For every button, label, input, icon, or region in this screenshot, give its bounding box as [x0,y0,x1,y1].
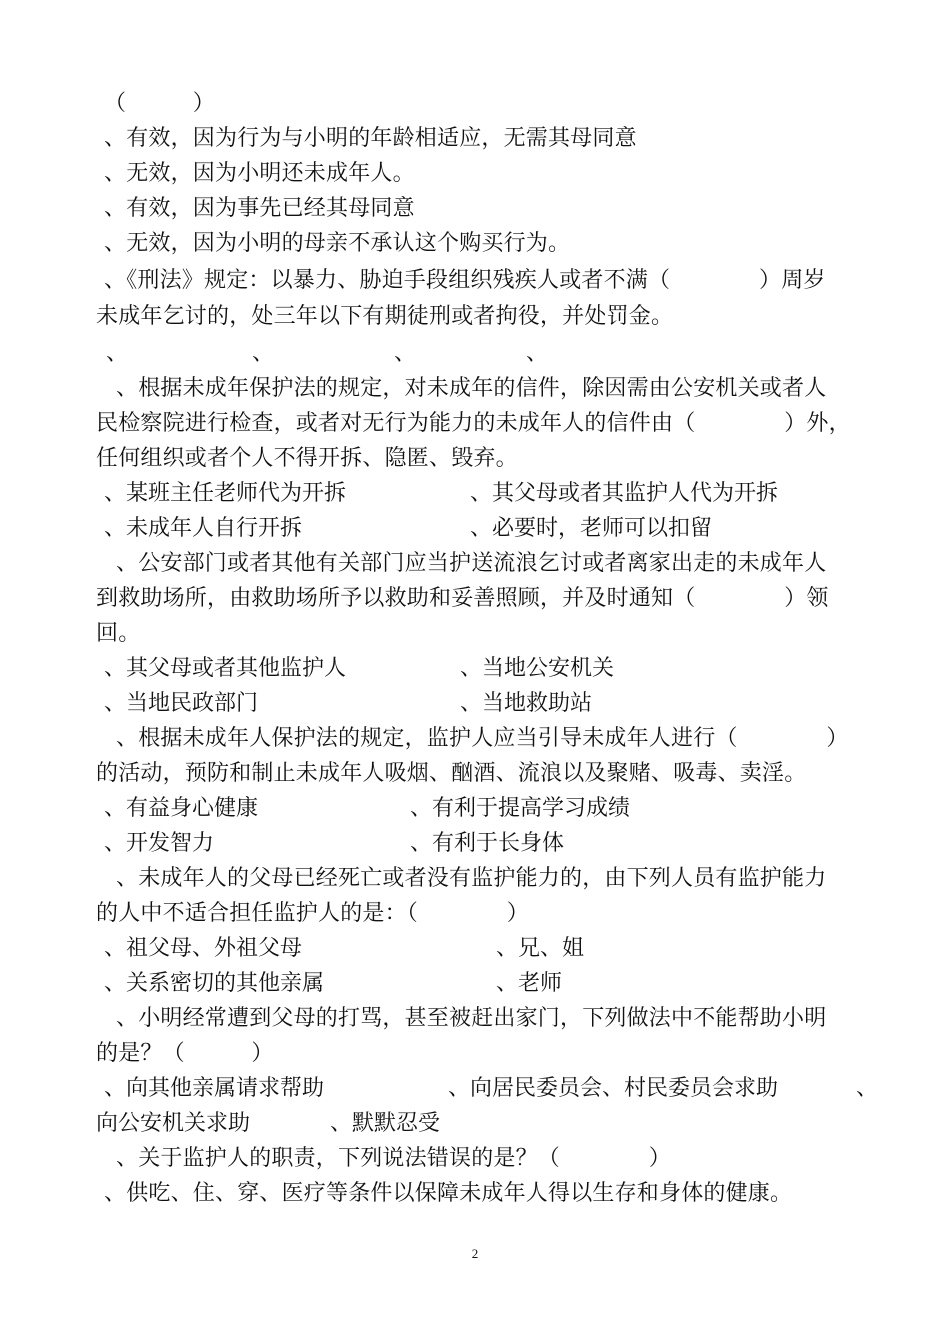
option-b: 、兄、姐 [496,936,585,961]
question-text: 、公安部门或者其他有关部门应当护送流浪乞讨或者离家出走的未成年人 [116,551,827,576]
page-number: 2 [471,1246,479,1261]
option-line: 、有效，因为行为与小明的年龄相适应，无需其母同意 [104,126,637,151]
question-text: 任何组织或者个人不得开拆、隐匿、毁弃。 [96,446,518,471]
question-text: 回。 [96,621,141,646]
option-a: 、祖父母、外祖父母 [104,936,303,961]
option-line: 、有效，因为事先已经其母同意 [104,196,415,221]
question-bracket: （ ） [104,91,216,116]
question-text: 、未成年人的父母已经死亡或者没有监护能力的，由下列人员有监护能力 [116,866,827,891]
option-c: 、关系密切的其他亲属 [104,971,325,996]
option-a: 、某班主任老师代为开拆 [104,481,347,506]
question-text: 民检察院进行检查，或者对无行为能力的未成年人的信件由（ ）外， [96,411,851,436]
blank-option-mark: 、 [526,341,549,366]
option-line: 、供吃、住、穿、医疗等条件以保障未成年人得以生存和身体的健康。 [104,1181,793,1206]
question-text: 到救助场所，由救助场所予以救助和妥善照顾，并及时通知（ ）领 [96,586,829,611]
blank-option-mark: 、 [106,341,129,366]
question-text: 、关于监护人的职责，下列说法错误的是？（ ） [116,1146,672,1171]
question-text: 未成年乞讨的，处三年以下有期徒刑或者拘役，并处罚金。 [96,304,674,329]
option-c: 向公安机关求助 [96,1111,251,1136]
option-b: 、向居民委员会、村民委员会求助 [448,1076,779,1101]
question-text: 、根据未成年人保护法的规定，监护人应当引导未成年人进行（ ） [116,726,849,751]
option-d: 、默默忍受 [330,1111,441,1136]
question-text: 、小明经常遭到父母的打骂，甚至被赶出家门，下列做法中不能帮助小明 [116,1006,827,1031]
option-line: 、无效，因为小明的母亲不承认这个购买行为。 [104,231,571,256]
option-c: 、开发智力 [104,831,215,856]
option-c-marker: 、 [856,1076,879,1101]
option-a: 、有益身心健康 [104,796,259,821]
option-d: 、当地救助站 [460,691,593,716]
question-text: 、《刑法》规定：以暴力、胁迫手段组织残疾人或者不满（ ）周岁 [104,268,826,293]
option-a: 、其父母或者其他监护人 [104,656,347,681]
option-c: 、当地民政部门 [104,691,259,716]
question-text: 的活动，预防和制止未成年人吸烟、酗酒、流浪以及聚赌、吸毒、卖淫。 [96,761,807,786]
question-text: 的人中不适合担任监护人的是：（ ） [96,901,530,926]
question-text: 、根据未成年保护法的规定，对未成年的信件，除因需由公安机关或者人 [116,376,827,401]
option-a: 、向其他亲属请求帮助 [104,1076,325,1101]
option-line: 、无效，因为小明还未成年人。 [104,161,415,186]
option-d: 、有利于长身体 [410,831,565,856]
option-d: 、必要时，老师可以扣留 [470,516,713,541]
option-b: 、其父母或者其监护人代为开拆 [470,481,779,506]
option-d: 、老师 [496,971,563,996]
blank-option-mark: 、 [252,341,275,366]
option-b: 、当地公安机关 [460,656,615,681]
option-b: 、有利于提高学习成绩 [410,796,631,821]
blank-option-mark: 、 [394,341,417,366]
question-text: 的是？（ ） [96,1041,274,1066]
option-c: 、未成年人自行开拆 [104,516,303,541]
